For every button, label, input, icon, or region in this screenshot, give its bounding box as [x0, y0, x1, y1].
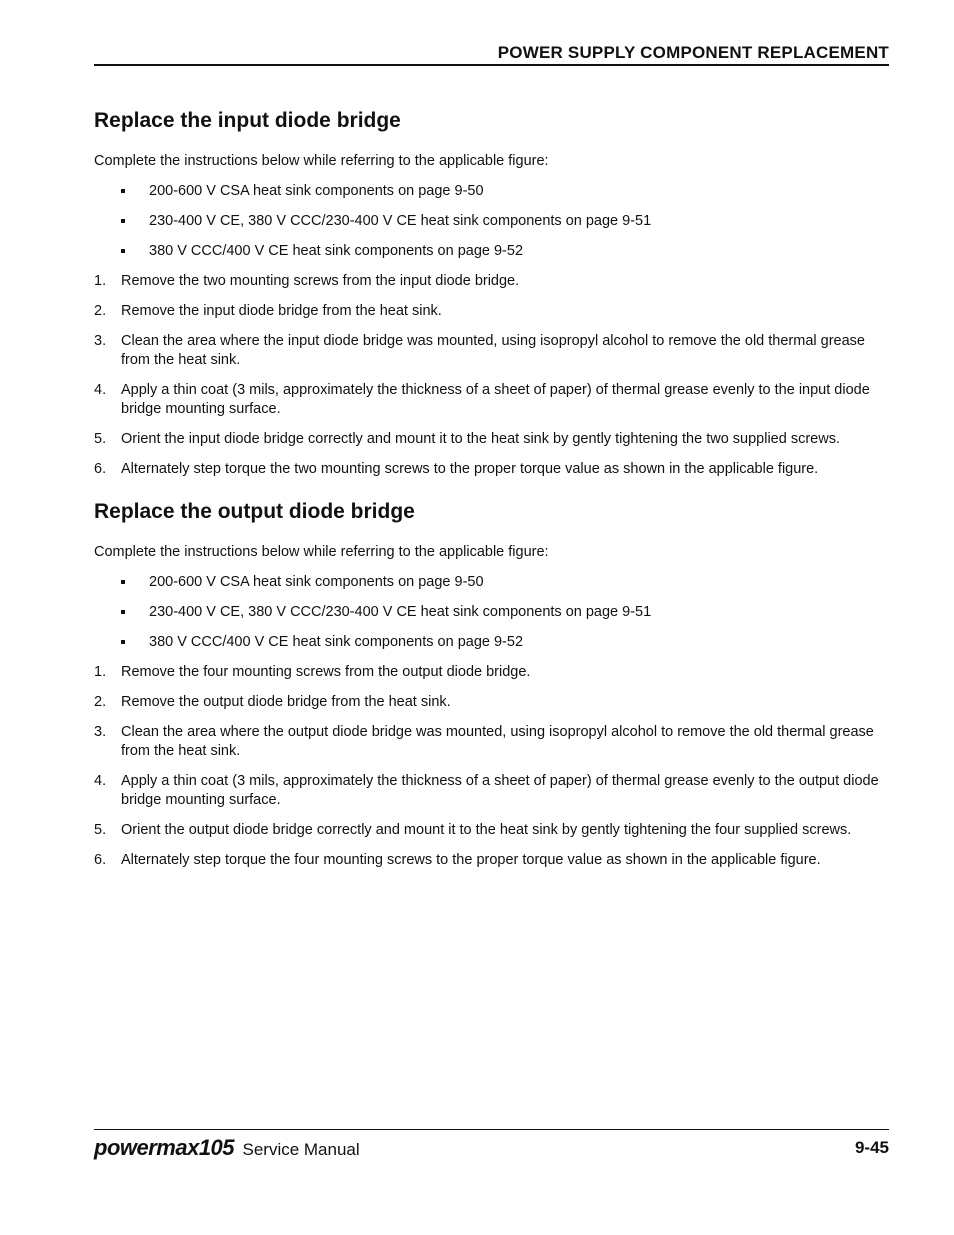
step-text: Remove the four mounting screws from the output diode bridge. — [121, 664, 531, 680]
procedure-step — [94, 460, 894, 479]
procedure-steps — [94, 663, 894, 870]
step-number: 2. — [94, 694, 107, 710]
procedure-step — [94, 272, 894, 291]
procedure-step — [94, 663, 894, 682]
step-number: 3. — [94, 333, 107, 349]
footer-title — [94, 1135, 360, 1161]
chapter-title: POWER SUPPLY COMPONENT REPLACEMENT — [497, 43, 889, 62]
step-text: Remove the input diode bridge from the heat sink. — [121, 303, 442, 319]
procedure-step — [94, 693, 894, 712]
step-text: Remove the output diode bridge from the heat sink. — [121, 694, 451, 710]
product-logo: powermax105 — [94, 1135, 235, 1160]
section-input-diode-bridge — [94, 106, 894, 479]
step-number: 1. — [94, 664, 107, 680]
step-number: 4. — [94, 773, 107, 789]
step-text: Alternately step torque the four mounting screws to the proper torque value as shown in the applicable figure. — [121, 852, 821, 868]
step-number: 4. — [94, 382, 107, 398]
figure-reference-item: 380 V CCC/400 V CE heat sink components on page 9-52 — [94, 633, 894, 651]
procedure-step — [94, 430, 894, 449]
procedure-step — [94, 302, 894, 321]
step-text: Clean the area where the input diode bridge was mounted, using isopropyl alcohol to remove the old thermal grease from the heat sink. — [121, 333, 865, 368]
section-heading: Replace the input diode bridge — [94, 109, 401, 132]
section-output-diode-bridge — [94, 497, 894, 870]
procedure-step — [94, 851, 894, 870]
figure-reference-item: 230-400 V CE, 380 V CCC/230-400 V CE heat sink components on page 9-51 — [94, 212, 894, 230]
procedure-step — [94, 772, 894, 810]
page-number: 9-45 — [854, 1138, 889, 1157]
procedure-step — [94, 723, 894, 761]
step-number: 2. — [94, 303, 107, 319]
figure-reference-item: 200-600 V CSA heat sink components on page 9-50 — [94, 182, 894, 200]
procedure-step — [94, 821, 894, 840]
figure-reference-item: 200-600 V CSA heat sink components on page 9-50 — [94, 573, 894, 591]
procedure-steps — [94, 272, 894, 479]
page-footer — [94, 1129, 889, 1160]
figure-reference-list — [94, 182, 894, 260]
figure-reference-item: 380 V CCC/400 V CE heat sink components on page 9-52 — [94, 242, 894, 260]
step-text: Apply a thin coat (3 mils, approximately the thickness of a sheet of paper) of thermal grease evenly to the output diode bridge mounting surface. — [121, 773, 879, 808]
procedure-step — [94, 332, 894, 370]
step-number: 6. — [94, 852, 107, 868]
step-text: Orient the input diode bridge correctly and mount it to the heat sink by gently tightening the two supplied screws. — [121, 431, 840, 447]
figure-reference-list — [94, 573, 894, 651]
step-text: Alternately step torque the two mounting screws to the proper torque value as shown in the applicable figure. — [121, 461, 819, 477]
procedure-step — [94, 381, 894, 419]
section-heading: Replace the output diode bridge — [94, 500, 415, 523]
page-content — [94, 106, 894, 881]
step-number: 5. — [94, 431, 107, 447]
step-text: Apply a thin coat (3 mils, approximately the thickness of a sheet of paper) of thermal grease evenly to the input diode bridge mounting surface. — [121, 382, 870, 417]
step-text: Clean the area where the output diode bridge was mounted, using isopropyl alcohol to remove the old thermal grease from the heat sink. — [121, 724, 874, 759]
step-number: 3. — [94, 724, 107, 740]
step-text: Orient the output diode bridge correctly and mount it to the heat sink by gently tightening the four supplied screws. — [121, 822, 852, 838]
manual-label: Service Manual — [242, 1140, 360, 1159]
page-header — [94, 42, 889, 66]
step-number: 6. — [94, 461, 107, 477]
section-intro: Complete the instructions below while referring to the applicable figure: — [94, 153, 549, 169]
step-number: 1. — [94, 273, 107, 289]
figure-reference-item: 230-400 V CE, 380 V CCC/230-400 V CE heat sink components on page 9-51 — [94, 603, 894, 621]
section-intro: Complete the instructions below while referring to the applicable figure: — [94, 544, 549, 560]
step-text: Remove the two mounting screws from the input diode bridge. — [121, 273, 520, 289]
step-number: 5. — [94, 822, 107, 838]
